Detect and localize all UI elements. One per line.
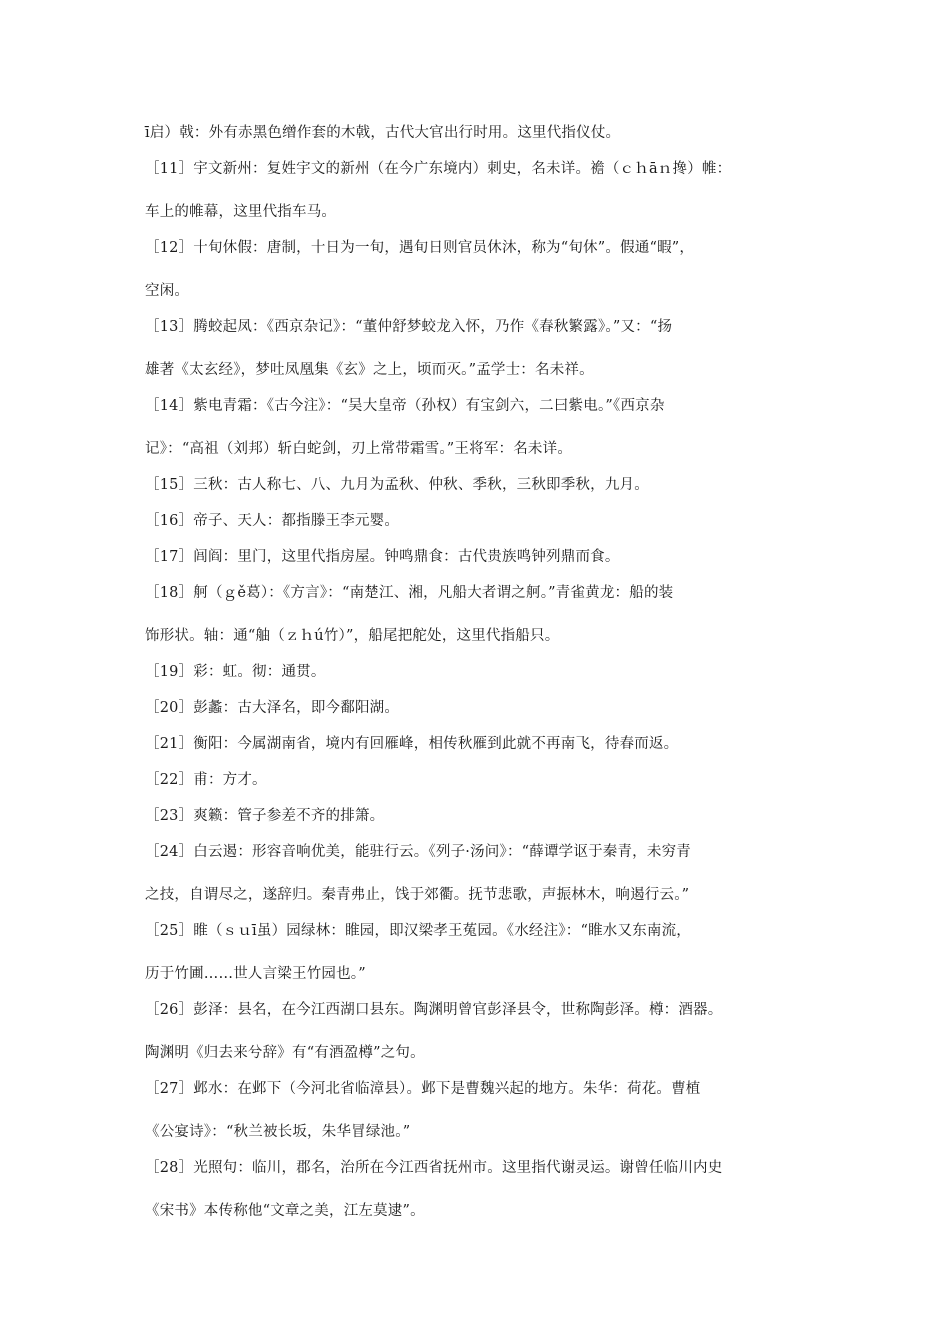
note-line: ［27］邺水：在邺下（今河北省临漳县）。邺下是曹魏兴起的地方。朱华：荷花。曹植: [145, 1081, 701, 1097]
note-line: ［11］宇文新州：复姓宇文的新州（在今广东境内）刺史，名未详。襜（ｃｈāｎ搀）帷：: [145, 161, 732, 177]
note-line: 雄著《太玄经》，梦吐凤凰集《玄》之上，顷而灭。”孟学士：名未祥。: [145, 362, 594, 378]
note-line: 《公宴诗》：“秋兰被长坂，朱华冒绿池。”: [145, 1124, 411, 1140]
note-line: ［23］爽籁：管子参差不齐的排箫。: [145, 808, 385, 824]
note-line: 车上的帷幕，这里代指车马。: [145, 204, 337, 220]
note-line: ［24］白云遏：形容音响优美，能驻行云。《列子·汤问》：“薛谭学讴于秦青，未穷青: [145, 844, 691, 860]
note-line: ī启）戟：外有赤黑色缯作套的木戟，古代大官出行时用。这里代指仪仗。: [145, 125, 621, 141]
note-line: ［12］十旬休假：唐制，十日为一旬，遇旬日则官员休沐，称为“旬休”。假通“暇”，: [145, 240, 695, 256]
note-line: ［16］帝子、天人：都指滕王李元婴。: [145, 513, 400, 529]
note-line: ［14］紫电青霜：《古今注》：“吴大皇帝（孙权）有宝剑六，二曰紫电。”《西京杂: [145, 398, 665, 414]
annotation-list: [145, 124, 825, 1220]
note-line: 陶渊明《归去来兮辞》有“有酒盈樽”之句。: [145, 1045, 425, 1061]
note-line: ［17］闾阎：里门，这里代指房屋。钟鸣鼎食：古代贵族鸣钟列鼎而食。: [145, 549, 620, 565]
note-line: 《宋书》本传称他“文章之美，江左莫逮”。: [145, 1203, 425, 1219]
note-line: ［13］腾蛟起凤：《西京杂记》：“董仲舒梦蛟龙入怀，乃作《春秋繁露》。”又：“扬: [145, 319, 673, 335]
note-line: ［25］睢（ｓｕī虽）园绿林：睢园，即汉梁孝王菟园。《水经注》：“睢水又东南流，: [145, 923, 691, 939]
note-line: ［18］舸（ｇě葛）：《方言》：“南楚江、湘，凡船大者谓之舸。”青雀黄龙：船的装: [145, 585, 674, 601]
note-line: ［15］三秋：古人称七、八、九月为孟秋、仲秋、季秋，三秋即季秋，九月。: [145, 477, 649, 493]
note-line: ［22］甫：方才。: [145, 772, 267, 788]
note-line: ［21］衡阳：今属湖南省，境内有回雁峰，相传秋雁到此就不再南飞，待春而返。: [145, 736, 679, 752]
note-line: 记》：“高祖（刘邦）斩白蛇剑，刃上常带霜雪。”王将军：名未详。: [145, 441, 573, 457]
note-line: ［28］光照句：临川，郡名，治所在今江西省抚州市。这里指代谢灵运。谢曾任临川内史: [145, 1160, 723, 1176]
note-line: 空闲。: [145, 283, 190, 299]
note-line: ［20］彭蠡：古大泽名，即今鄱阳湖。: [145, 700, 400, 716]
note-line: ［19］彩：虹。彻：通贯。: [145, 664, 326, 680]
note-line: ［26］彭泽：县名，在今江西湖口县东。陶渊明曾官彭泽县令，世称陶彭泽。樽：酒器。: [145, 1002, 723, 1018]
note-line: 饰形状。轴：通“舳（ｚｈú竹）”，船尾把舵处，这里代指船只。: [145, 628, 560, 644]
note-line: 历于竹圃……世人言梁王竹园也。”: [145, 966, 366, 982]
note-line: 之技，自谓尽之，遂辞归。秦青弗止，饯于郊衢。抚节悲歌，声振林木，响遏行云。”: [145, 887, 690, 903]
